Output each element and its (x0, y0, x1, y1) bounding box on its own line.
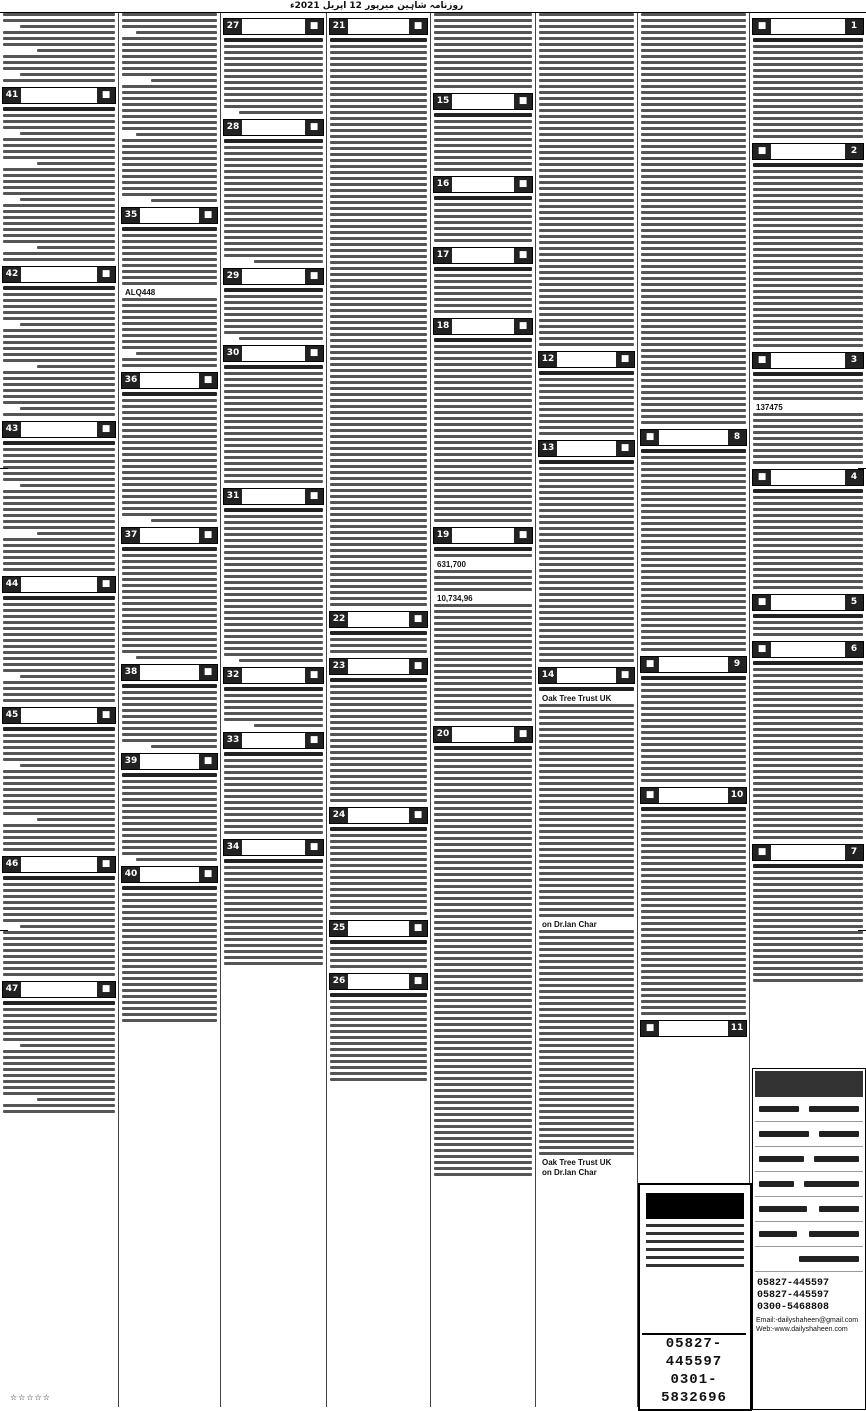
news-heading (538, 440, 635, 457)
news-heading (121, 527, 218, 544)
news-number-badge: 20 (434, 727, 452, 742)
news-heading (640, 429, 747, 446)
staff-row (755, 1249, 863, 1272)
text-block (0, 286, 118, 416)
column-7 (119, 13, 221, 1407)
category-flag: ■ (641, 1021, 659, 1036)
text-block (221, 38, 326, 114)
category-flag: ■ (409, 612, 427, 627)
text-block (638, 676, 749, 782)
notice-phone-1: 05827-445597 (665, 1336, 723, 1370)
news-number-badge: 15 (434, 94, 452, 109)
column-5 (327, 13, 431, 1407)
text-block (431, 113, 535, 171)
text-block (221, 687, 326, 727)
masthead (0, 0, 866, 13)
text-block (0, 596, 118, 702)
category-flag: ■ (641, 657, 659, 672)
news-number-badge: 34 (224, 840, 242, 855)
news-number-badge: 14 (539, 668, 557, 683)
news-heading (329, 658, 428, 675)
column-3 (536, 13, 638, 1407)
text-block (750, 661, 866, 839)
category-flag: ■ (641, 788, 659, 803)
news-heading (329, 973, 428, 990)
category-flag: ■ (409, 921, 427, 936)
category-flag: ■ (305, 19, 323, 34)
news-number-badge: 44 (3, 577, 21, 592)
news-number-badge: 36 (122, 373, 140, 388)
news-number-badge: 18 (434, 319, 452, 334)
category-flag: ■ (616, 352, 634, 367)
text-block (536, 687, 637, 1178)
news-heading (2, 856, 116, 873)
dateline: روزنامہ شاہین میرپور 12 اپریل 2021ء (290, 1, 464, 11)
news-heading (223, 268, 324, 285)
text-block (119, 886, 220, 1022)
news-number-badge: 31 (224, 489, 242, 504)
staff-row (755, 1174, 863, 1197)
info-phone-1: 05827-445597 (757, 1278, 830, 1289)
category-flag: ■ (97, 422, 115, 437)
news-heading (121, 207, 218, 224)
text-block (119, 13, 220, 202)
news-number-badge: 33 (224, 733, 242, 748)
text-block (221, 752, 326, 834)
category-flag: ■ (97, 982, 115, 997)
news-number-badge: 43 (3, 422, 21, 437)
text-block (119, 547, 220, 659)
news-number-badge: 21 (330, 19, 348, 34)
text-block (536, 371, 637, 435)
news-heading (433, 247, 533, 264)
inline-figure: 631,700 (437, 560, 466, 569)
news-number-badge: 19 (434, 528, 452, 543)
news-number-badge: 22 (330, 612, 348, 627)
category-flag: ■ (305, 733, 323, 748)
category-flag: ■ (514, 727, 532, 742)
fold-marker (858, 930, 866, 931)
text-block (536, 13, 637, 346)
news-number-badge: 47 (3, 982, 21, 997)
news-heading (2, 981, 116, 998)
news-heading (329, 920, 428, 937)
notice-line (646, 1232, 744, 1235)
news-number-badge: 8 (728, 430, 746, 445)
text-block (327, 827, 430, 915)
news-number-badge: 24 (330, 808, 348, 823)
category-flag: ■ (409, 19, 427, 34)
news-heading (538, 667, 635, 684)
text-block (431, 196, 535, 242)
staff-row (755, 1124, 863, 1147)
news-heading (223, 119, 324, 136)
text-block (221, 859, 326, 965)
news-heading (329, 611, 428, 628)
category-flag: ■ (305, 840, 323, 855)
category-flag: ■ (199, 373, 217, 388)
text-block (0, 13, 118, 82)
text-block (221, 139, 326, 263)
news-number-badge: 45 (3, 708, 21, 723)
news-heading (752, 143, 864, 160)
staff-row (755, 1099, 863, 1122)
news-heading (223, 18, 324, 35)
news-heading (2, 707, 116, 724)
category-flag: ■ (514, 177, 532, 192)
text-block (0, 107, 118, 261)
text-block (638, 807, 749, 1015)
category-flag: ■ (514, 248, 532, 263)
text-block (327, 631, 430, 653)
news-number-badge: 37 (122, 528, 140, 543)
text-block (0, 727, 118, 851)
staff-info-box (752, 1068, 866, 1410)
news-number-badge: 17 (434, 248, 452, 263)
text-block (750, 163, 866, 347)
text-block (221, 288, 326, 340)
fold-marker (0, 930, 8, 931)
notice-phone-2: 0301-5832696 (661, 1372, 727, 1406)
news-heading (433, 318, 533, 335)
text-block (431, 338, 535, 522)
footer-stars: ☆☆☆☆☆ (10, 1393, 51, 1402)
category-flag: ■ (753, 144, 771, 159)
news-number-badge: 3 (845, 353, 863, 368)
category-flag: ■ (753, 595, 771, 610)
column-4 (431, 13, 536, 1407)
news-heading (752, 641, 864, 658)
news-heading (2, 266, 116, 283)
category-flag: ■ (305, 489, 323, 504)
news-heading (433, 726, 533, 743)
news-number-badge: 32 (224, 668, 242, 683)
text-block (750, 38, 866, 138)
news-heading (121, 664, 218, 681)
category-flag: ■ (753, 470, 771, 485)
column-6 (221, 13, 327, 1407)
text-block (221, 508, 326, 662)
news-number-badge: 30 (224, 346, 242, 361)
info-header (755, 1071, 863, 1097)
category-flag: ■ (97, 708, 115, 723)
category-flag: ■ (199, 867, 217, 882)
text-block (431, 746, 535, 1176)
info-phone-2: 05827-445597 (757, 1290, 830, 1301)
category-flag: ■ (199, 665, 217, 680)
category-flag: ■ (616, 668, 634, 683)
text-block (119, 773, 220, 861)
category-flag: ■ (641, 430, 659, 445)
text-block (327, 678, 430, 802)
news-heading (223, 488, 324, 505)
news-heading (223, 839, 324, 856)
news-heading (752, 352, 864, 369)
text-block (431, 267, 535, 313)
category-flag: ■ (97, 857, 115, 872)
inline-figure: 137475 (756, 403, 783, 412)
notice-line (646, 1264, 744, 1267)
news-number-badge: 16 (434, 177, 452, 192)
news-number-badge: 10 (728, 788, 746, 803)
notice-box (638, 1183, 752, 1411)
news-number-badge: 40 (122, 867, 140, 882)
news-heading (752, 594, 864, 611)
news-heading (752, 18, 864, 35)
column-8 (0, 13, 119, 1407)
news-heading (640, 656, 747, 673)
category-flag: ■ (514, 319, 532, 334)
text-block (0, 1001, 118, 1113)
news-heading (433, 176, 533, 193)
notice-line (646, 1248, 744, 1251)
text-block (638, 449, 749, 651)
news-heading (223, 732, 324, 749)
text-block (431, 13, 535, 88)
news-number-badge: 41 (3, 88, 21, 103)
news-heading (329, 807, 428, 824)
news-heading (121, 866, 218, 883)
info-website: Web:-www.dailyshaheen.com (756, 1326, 848, 1333)
news-number-badge: 13 (539, 441, 557, 456)
category-flag: ■ (753, 642, 771, 657)
notice-title-block (646, 1193, 744, 1219)
info-phone-3: 0300-5468808 (757, 1302, 830, 1313)
notice-line (646, 1256, 744, 1259)
text-block (0, 876, 118, 976)
news-number-badge: 11 (728, 1021, 746, 1036)
news-number-badge: 5 (845, 595, 863, 610)
trust-name: Oak Tree Trust UK (542, 694, 612, 703)
text-block (750, 864, 866, 982)
text-block (750, 372, 866, 464)
category-flag: ■ (305, 668, 323, 683)
category-flag: ■ (305, 120, 323, 135)
category-flag: ■ (305, 269, 323, 284)
news-number-badge: 27 (224, 19, 242, 34)
news-number-badge: 9 (728, 657, 746, 672)
news-heading (329, 18, 428, 35)
news-number-badge: 12 (539, 352, 557, 367)
notice-phones (642, 1333, 746, 1407)
staff-row (755, 1149, 863, 1172)
info-phones (757, 1278, 861, 1314)
news-number-badge: 42 (3, 267, 21, 282)
category-flag: ■ (753, 19, 771, 34)
news-number-badge: 26 (330, 974, 348, 989)
category-flag: ■ (199, 208, 217, 223)
text-block (327, 993, 430, 1081)
news-heading (752, 469, 864, 486)
trust-name: on Dr.Ian Char (542, 1168, 597, 1177)
news-number-badge: 39 (122, 754, 140, 769)
category-flag: ■ (514, 94, 532, 109)
news-heading (2, 87, 116, 104)
inline-figure: 10,734,96 (437, 594, 473, 603)
notice-line (646, 1240, 744, 1243)
category-flag: ■ (409, 808, 427, 823)
category-flag: ■ (409, 659, 427, 674)
category-flag: ■ (97, 267, 115, 282)
category-flag: ■ (199, 528, 217, 543)
news-number-badge: 6 (845, 642, 863, 657)
category-flag: ■ (199, 754, 217, 769)
text-block (750, 614, 866, 636)
news-number-badge: 1 (845, 19, 863, 34)
text-block (750, 489, 866, 589)
news-number-badge: 28 (224, 120, 242, 135)
news-heading (433, 93, 533, 110)
category-flag: ■ (753, 845, 771, 860)
news-heading (121, 753, 218, 770)
category-flag: ■ (409, 974, 427, 989)
news-number-badge: 4 (845, 470, 863, 485)
news-heading (121, 372, 218, 389)
notice-line (646, 1224, 744, 1227)
text-block (221, 365, 326, 483)
category-flag: ■ (514, 528, 532, 543)
text-block (327, 38, 430, 606)
fold-marker (858, 468, 866, 469)
text-block (119, 392, 220, 522)
news-heading (433, 527, 533, 544)
inline-figure: ALQ448 (125, 288, 156, 297)
text-block (119, 227, 220, 367)
news-number-badge: 7 (845, 845, 863, 860)
text-block (327, 940, 430, 968)
news-heading (223, 345, 324, 362)
news-number-badge: 38 (122, 665, 140, 680)
news-heading (2, 576, 116, 593)
text-block (536, 460, 637, 662)
text-block (119, 684, 220, 748)
text-block (638, 13, 749, 424)
news-heading (538, 351, 635, 368)
news-number-badge: 29 (224, 269, 242, 284)
news-heading (752, 844, 864, 861)
category-flag: ■ (97, 577, 115, 592)
news-number-badge: 2 (845, 144, 863, 159)
category-flag: ■ (97, 88, 115, 103)
news-heading (223, 667, 324, 684)
news-number-badge: 35 (122, 208, 140, 223)
category-flag: ■ (753, 353, 771, 368)
category-flag: ■ (616, 441, 634, 456)
news-number-badge: 23 (330, 659, 348, 674)
news-number-badge: 46 (3, 857, 21, 872)
text-block (431, 547, 535, 721)
trust-name: Oak Tree Trust UK (542, 1158, 612, 1167)
staff-row (755, 1199, 863, 1222)
news-heading (2, 421, 116, 438)
news-heading (640, 787, 747, 804)
category-flag: ■ (305, 346, 323, 361)
fold-marker (0, 468, 8, 469)
info-email: Email:-dailyshaheen@gmail.com (756, 1317, 859, 1324)
news-heading (640, 1020, 747, 1037)
trust-name: on Dr.Ian Char (542, 920, 597, 929)
staff-row (755, 1224, 863, 1247)
text-block (0, 441, 118, 571)
news-number-badge: 25 (330, 921, 348, 936)
